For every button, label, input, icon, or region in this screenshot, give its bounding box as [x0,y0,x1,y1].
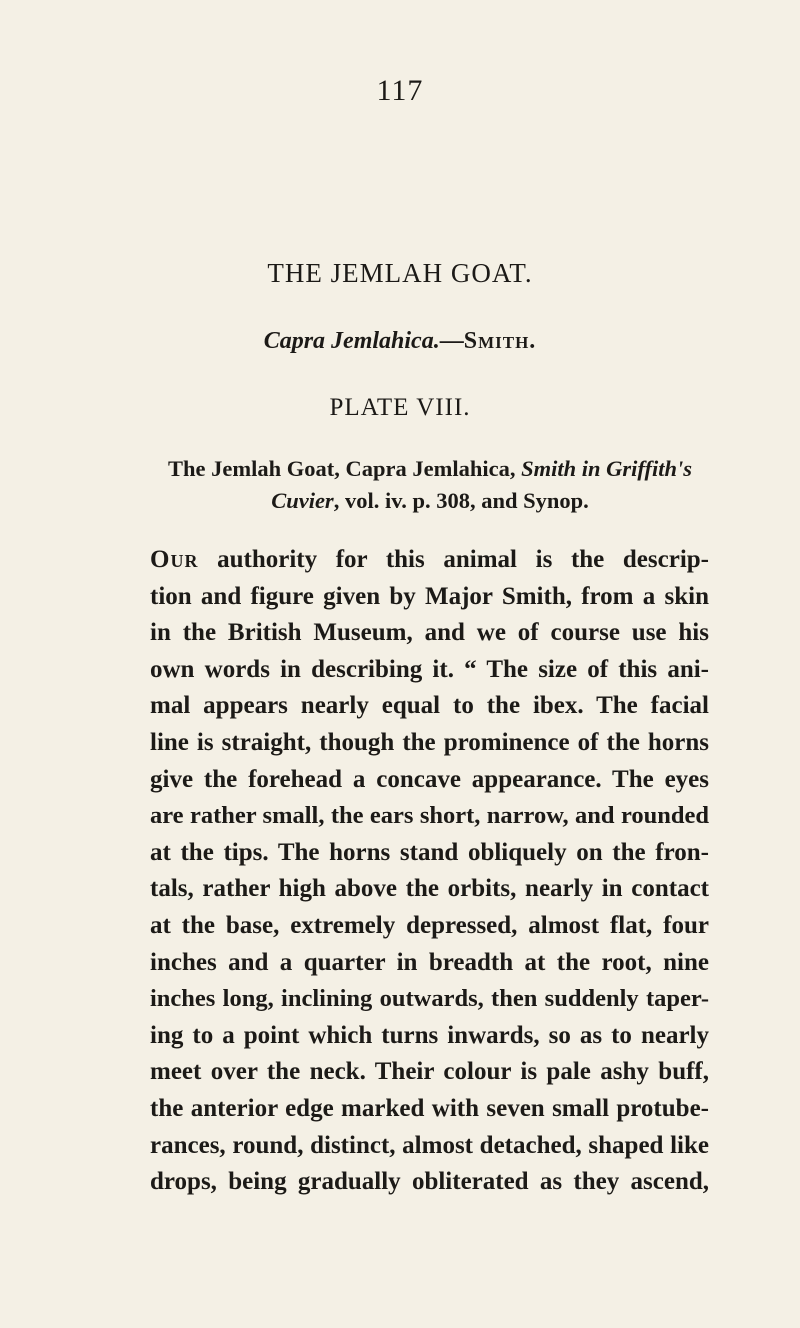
body-line: in the British Museum, and we of course use his [150,619,709,647]
first-word: Our [150,546,199,573]
latin-author: Smith. [463,328,537,354]
body-line: mal appears nearly equal to the ibex. The facial [150,692,709,720]
reference-citation [150,453,710,517]
latin-name: Capra Jemlahica. [263,328,440,354]
body-paragraph [150,542,709,1201]
reference-work: Cuvier [271,488,334,513]
body-line: drops, being gradually obliterated as they ascend, [150,1168,709,1196]
body-line: are rather small, the ears short, narrow, and rounded [150,802,709,830]
page-number: 117 [376,74,424,107]
body-line: inches and a quarter in breadth at the root, nine [150,948,709,976]
body-line [150,542,709,579]
body-line: the anterior edge marked with seven small protube- [150,1094,709,1122]
body-line: inches long, inclining outwards, then suddenly taper- [150,985,709,1013]
body-line: at the tips. The horns stand obliquely on the fron- [150,838,709,866]
body-line: ing to a point which turns inwards, so as to nearly [150,1021,709,1049]
latin-name-line [0,328,800,355]
plate-label: PLATE VIII. [329,394,471,421]
reference-location: , vol. iv. p. 308, and Synop. [333,488,589,513]
body-line: tion and figure given by Major Smith, from a skin [150,582,709,610]
latin-dash: — [439,328,464,354]
body-line: rances, round, distinct, almost detached, shaped like [150,1131,709,1159]
body-line: at the base, extremely depressed, almost flat, four [150,911,709,939]
first-line-text: authority for this animal is the descrip- [198,546,709,573]
body-line: line is straight, though the prominence of the horns [150,728,709,756]
body-line: tals, rather high above the orbits, nearly in contact [150,875,709,903]
reference-source: Smith in Griffith's [521,456,692,481]
body-line: meet over the neck. Their colour is pale ashy buff, [150,1058,709,1086]
body-line: give the forehead a concave appearance. The eyes [150,765,709,793]
body-line: own words in describing it. “ The size of this ani- [150,655,709,683]
reference-text: The Jemlah Goat, Capra Jemlahica, [167,456,522,481]
chapter-title: THE JEMLAH GOAT. [267,258,533,288]
